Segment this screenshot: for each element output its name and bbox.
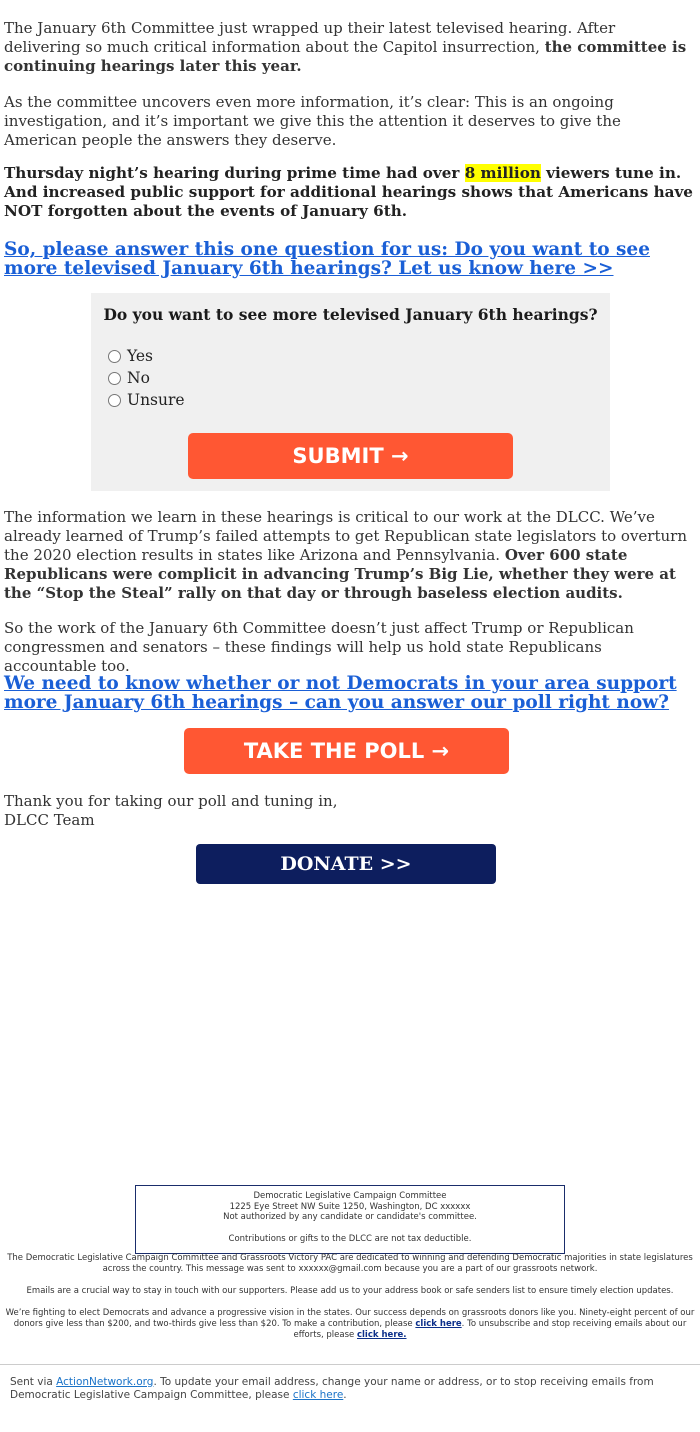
dlcc-text: The information we learn in these hearings is critical to our work at the DLCC. We’ve already learned of Trump’s failed attempts to get Republican state legislators to overturn the 2020 election results in states like Arizona and Pennsylvania. [4,508,687,564]
poll-link[interactable]: We need to know whether or not Democrats in your area support more January 6th hearings – can you answer our poll right now? [4,673,677,713]
option-yes-label: Yes [127,347,154,365]
poll-option-no[interactable] [108,369,150,387]
signoff-line2: DLCC Team [4,811,95,829]
intro-paragraph [4,19,696,76]
viewers-before: Thursday night’s hearing during prime time had over [4,164,465,182]
footer-donors [0,1308,700,1341]
address-box [135,1185,565,1254]
viewers-highlight: 8 million [464,164,541,182]
footer-donors-text: We’re fighting to elect Democrats and advance a progressive vision in the states. Our success depends on grassroots donors like you. Ninety-eight percent of our donors give less than $200, and two-thirds give less than $20. To make a contribution, please [5,1308,695,1329]
poll-question: Do you want to see more televised January 6th hearings? [103,305,598,324]
address-line2: 1225 Eye Street NW Suite 1250, Washington, DC xxxxxx [229,1201,471,1212]
footer-mission: The Democratic Legislative Campaign Committee and Grassroots Victory PAC are dedicated to winning and defending Democratic majorities in state legislatures across the country. This message was sent to xxxxxx@gmail.com because you are a part of our grassroots network. [7,1253,693,1274]
intro-bold: the committee is continuing hearings later this year. [4,38,687,75]
dlcc-paragraph [4,508,696,603]
donate-button[interactable]: DONATE >> [196,844,496,884]
footer-unsub-text: . To unsubscribe and stop receiving emails about our efforts, please [293,1319,687,1340]
address-line3: Not authorized by any candidate or candidate's committee. [223,1212,477,1222]
sent-text-a: Sent via [10,1376,57,1388]
dlcc-bold: Over 600 state Republicans were complicit in advancing Trump’s Big Lie, whether they were at the “Stop the Steal” rally on that day or through baseless election audits. [4,546,676,602]
radio-unsure[interactable] [108,394,121,407]
signoff [4,792,696,830]
footer-address-book: Emails are a crucial way to stay in touch with our supporters. Please add us to your address book or safe senders list to ensure timely election updates. [26,1286,674,1296]
intro-text: The January 6th Committee just wrapped up their latest televised hearing. After delivering so much critical information about the Capitol insurrection, [4,19,616,56]
investigation-paragraph: As the committee uncovers even more information, it’s clear: This is an ongoing investigation, and it’s important we give this the attention it deserves to give the American people the answers they deserve. [4,93,621,149]
sent-via-notice [10,1376,690,1402]
poll-box [91,293,610,491]
footer-divider [0,1364,700,1365]
address-line4: Contributions or gifts to the DLCC are not tax deductible. [228,1233,472,1244]
sent-text-c: . [343,1389,347,1401]
signoff-line1: Thank you for taking our poll and tuning in, [4,792,338,810]
take-poll-button[interactable]: TAKE THE POLL → [184,728,509,774]
accountability-paragraph: So the work of the January 6th Committee doesn’t just affect Trump or Republican congressmen and senators – these findings will help us hold state Republicans accountable too. [4,619,634,675]
actionnetwork-link[interactable]: ActionNetwork.org [56,1376,154,1388]
poll-option-yes[interactable] [108,347,153,365]
radio-no[interactable] [108,372,121,385]
poll-option-unsure[interactable] [108,391,185,409]
viewers-after: viewers tune in. And increased public support for additional hearings shows that Americans have NOT forgotten about the events of January 6th. [4,164,693,220]
option-unsure-label: Unsure [127,391,185,409]
sent-text-b: . To update your email address, change your name or address, or to stop receiving emails from Democratic Legislative Campaign Committee, please [10,1376,654,1401]
unsubscribe-link[interactable]: click here. [356,1330,407,1340]
survey-link[interactable]: So, please answer this one question for us: Do you want to see more televised January 6th hearings? Let us know here >> [4,239,650,279]
submit-button[interactable]: SUBMIT → [188,433,513,479]
viewers-paragraph [4,164,696,221]
radio-yes[interactable] [108,350,121,363]
update-preferences-link[interactable]: click here [292,1389,344,1401]
contribute-link[interactable]: click here [415,1319,462,1329]
option-no-label: No [127,369,150,387]
address-line1: Democratic Legislative Campaign Committee [253,1191,447,1201]
